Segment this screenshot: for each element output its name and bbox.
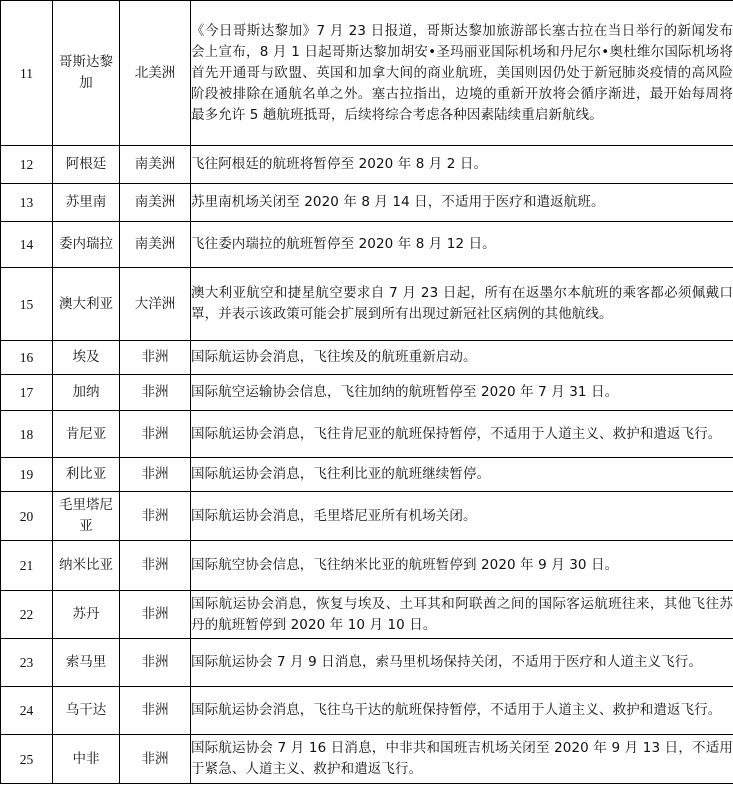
continent-name: 非洲 <box>120 639 191 687</box>
flight-info: 国际航运协会消息，恢复与埃及、土耳其和阿联酋之间的国际客运航班往来，其他飞往苏丹的航班暂停到 2020 年 10 月 10 日。 <box>191 591 733 639</box>
continent-name: 非洲 <box>120 458 191 492</box>
country-name: 中非 <box>72 750 100 767</box>
row-number: 25 <box>1 735 53 784</box>
continent-name: 大洋洲 <box>120 268 191 341</box>
table-row <box>1 222 733 268</box>
row-number: 12 <box>1 146 53 184</box>
country-name: 苏里南 <box>65 194 107 210</box>
row-number: 15 <box>1 268 53 341</box>
table-row <box>1 735 733 784</box>
continent-name: 南美洲 <box>120 184 191 222</box>
table-row <box>1 1 733 146</box>
row-number: 14 <box>1 222 53 268</box>
flight-info: 国际航运协会消息，毛里塔尼亚所有机场关闭。 <box>191 492 733 541</box>
table-row <box>1 687 733 735</box>
continent-name: 南美洲 <box>120 146 191 184</box>
flight-info: 澳大利亚航空和捷星航空要求自 7 月 23 日起，所有在返墨尔本航班的乘客都必须佩戴口罩，并表示该政策可能会扩展到所有出现过新冠社区病例的其他航线。 <box>191 268 733 341</box>
country-name: 利比亚 <box>65 466 107 482</box>
table-row <box>1 411 733 458</box>
continent-name: 非洲 <box>120 735 191 784</box>
row-number: 21 <box>1 541 53 591</box>
country-name: 肯尼亚 <box>65 425 107 442</box>
flight-info: 国际航运协会消息，飞往肯尼亚的航班保持暂停，不适用于人道主义、救护和遣返飞行。 <box>191 411 733 458</box>
table-row <box>1 541 733 591</box>
row-number: 24 <box>1 687 53 735</box>
country-name: 索马里 <box>65 654 107 670</box>
flight-info: 国际航空协会信息，飞往纳米比亚的航班暂停到 2020 年 9 月 30 日。 <box>191 541 733 591</box>
flight-info: 苏里南机场关闭至 2020 年 8 月 14 日，不适用于医疗和遣返航班。 <box>191 184 733 222</box>
country-name: 埃及 <box>72 349 100 365</box>
continent-name: 非洲 <box>120 341 191 375</box>
table-row <box>1 184 733 222</box>
country-name: 纳米比亚 <box>59 557 113 573</box>
flight-info: 国际航运协会消息，飞往埃及的航班重新启动。 <box>191 341 733 375</box>
row-number: 20 <box>1 492 53 541</box>
row-number: 11 <box>1 1 53 146</box>
continent-name: 非洲 <box>120 591 191 639</box>
country-name: 毛里塔尼亚 <box>59 497 113 534</box>
flight-info: 飞往委内瑞拉的航班暂停至 2020 年 8 月 12 日。 <box>191 222 733 268</box>
table-row <box>1 458 733 492</box>
continent-name: 南美洲 <box>120 222 191 268</box>
table-row <box>1 639 733 687</box>
table-row <box>1 268 733 341</box>
table-row <box>1 591 733 639</box>
row-number: 23 <box>1 639 53 687</box>
country-name: 澳大利亚 <box>59 295 113 312</box>
table-row <box>1 341 733 375</box>
continent-name: 非洲 <box>120 687 191 735</box>
flight-info: 飞往阿根廷的航班将暂停至 2020 年 8 月 2 日。 <box>191 146 733 184</box>
continent-name: 北美洲 <box>120 1 191 146</box>
country-name: 加纳 <box>72 384 100 400</box>
flight-info: 国际航运协会消息，飞往乌干达的航班保持暂停，不适用于人道主义、救护和遣返飞行。 <box>191 687 733 735</box>
continent-name: 非洲 <box>120 541 191 591</box>
flight-info: 《今日哥斯达黎加》7 月 23 日报道，哥斯达黎加旅游部长塞古拉在当日举行的新闻发布会上宣布，8 月 1 日起哥斯达黎加胡安•圣玛丽亚国际机场和丹尼尔•奥杜维尔国际机场将首先开通哥与欧盟、英国和加拿大间的商业航班，美国则因仍处于新冠肺炎疫情的高风险阶段被排除在通航名单之外。塞古拉指出，边境的重新开放将会循序渐进，最开始每周将最多允许 5 趟航班抵哥，后续将综合考虑各种因素陆续重启新航线。 <box>191 1 733 146</box>
row-number: 18 <box>1 411 53 458</box>
row-number: 19 <box>1 458 53 492</box>
flight-info: 国际航空运输协会信息，飞往加纳的航班暂停至 2020 年 7 月 31 日。 <box>191 375 733 411</box>
country-name: 苏丹 <box>72 606 100 622</box>
country-name: 阿根廷 <box>65 156 107 172</box>
table-row <box>1 146 733 184</box>
country-name: 委内瑞拉 <box>59 236 113 252</box>
flight-info: 国际航运协会 7 月 16 日消息，中非共和国班吉机场关闭至 2020 年 9 月 13 日，不适用于紧急、人道主义、救护和遣返飞行。 <box>191 735 733 784</box>
continent-name: 非洲 <box>120 375 191 411</box>
row-number: 13 <box>1 184 53 222</box>
table-row <box>1 492 733 541</box>
continent-name: 非洲 <box>120 411 191 458</box>
table-row <box>1 375 733 411</box>
row-number: 22 <box>1 591 53 639</box>
country-name: 乌干达 <box>65 702 107 718</box>
row-number: 17 <box>1 375 53 411</box>
flight-info: 国际航运协会 7 月 9 日消息，索马里机场保持关闭，不适用于医疗和人道主义飞行。 <box>191 639 733 687</box>
flight-info: 国际航运协会消息，飞往利比亚的航班继续暂停。 <box>191 458 733 492</box>
continent-name: 非洲 <box>120 492 191 541</box>
country-name: 哥斯达黎加 <box>59 54 113 91</box>
row-number: 16 <box>1 341 53 375</box>
